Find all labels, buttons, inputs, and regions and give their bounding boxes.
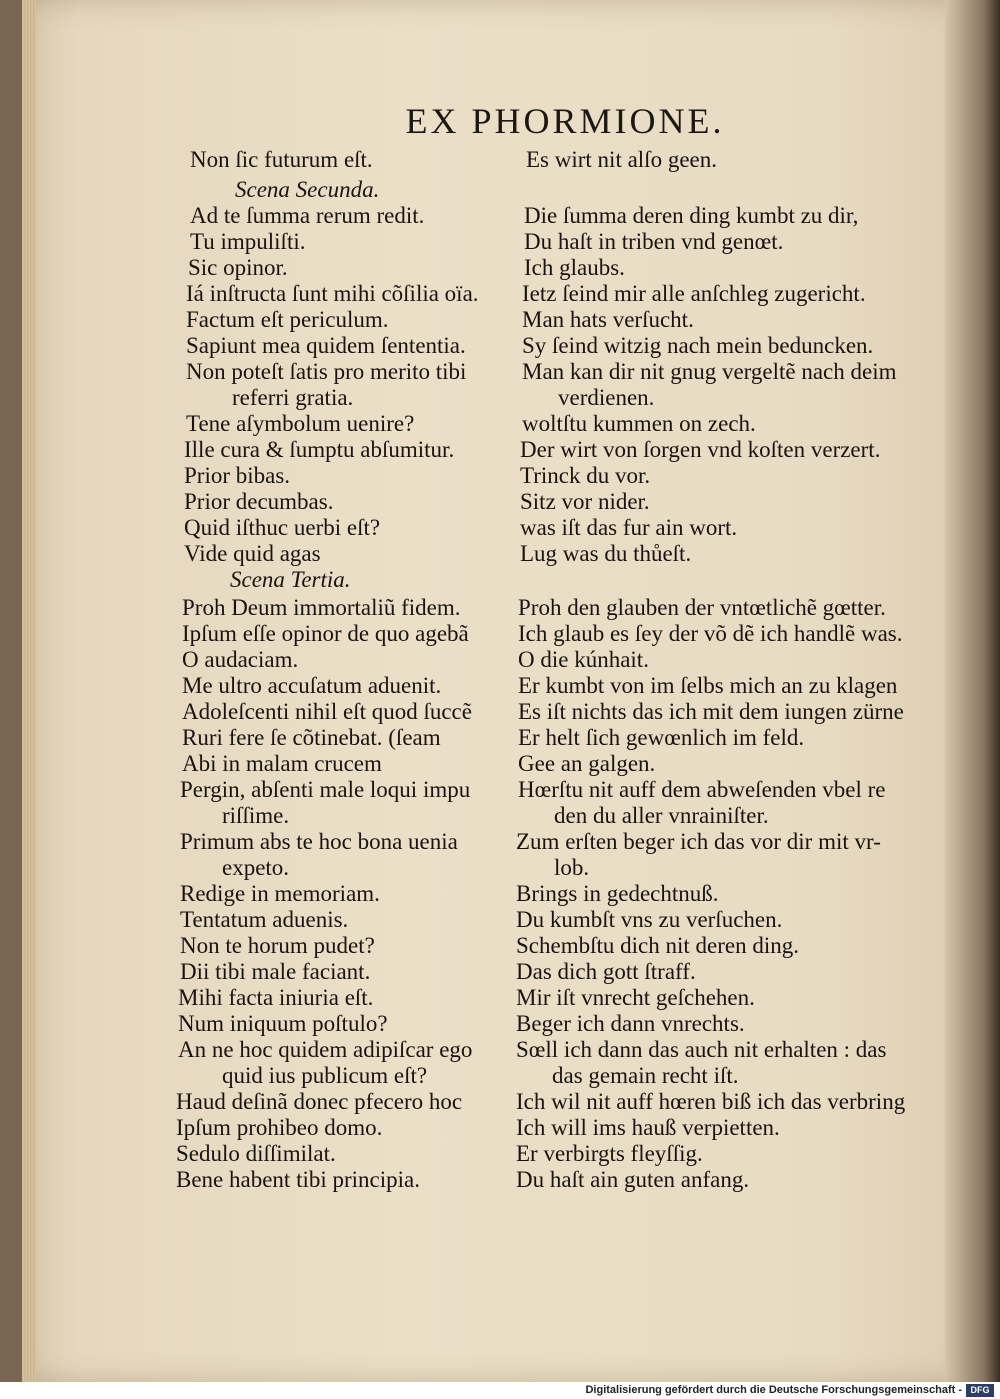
- text-row: [0, 202, 1000, 230]
- german-translation: Ich wil nit auff hœren biß ich das verbring: [516, 1089, 906, 1114]
- latin-phrase: Vide quid agas: [184, 541, 321, 566]
- latin-phrase: Mihi facta iniuria eſt.: [178, 985, 374, 1010]
- german-translation: Man kan dir nit gnug vergeltẽ nach deim: [522, 359, 897, 384]
- latin-phrase: Pergin, abſenti male loqui impu: [180, 777, 471, 802]
- latin-phrase: Ruri fere ſe cõtinebat. (ſeam: [182, 725, 441, 750]
- text-row: [0, 802, 1000, 830]
- text-row: [0, 514, 1000, 542]
- german-translation: Hœrſtu nit auff dem abweſenden vbel re: [518, 777, 886, 802]
- latin-phrase: Non ſic futurum eſt.: [190, 147, 373, 172]
- text-row: [0, 672, 1000, 700]
- text-row: [0, 958, 1000, 986]
- german-translation: Du haſt in triben vnd genœt.: [524, 229, 784, 254]
- text-row: [0, 1088, 1000, 1116]
- german-translation: das gemain recht iſt.: [552, 1063, 739, 1088]
- latin-phrase: riſſime.: [222, 803, 290, 828]
- text-row: [0, 358, 1000, 386]
- german-translation: Du haſt ain guten anfang.: [516, 1167, 750, 1192]
- latin-phrase: Sedulo diſſimilat.: [176, 1141, 336, 1166]
- latin-phrase: Sic opinor.: [188, 255, 288, 280]
- latin-phrase: Quid iſthuc uerbi eſt?: [184, 515, 381, 540]
- german-translation: Ich will ims hauß verpietten.: [516, 1115, 780, 1140]
- latin-phrase: Iá inſtructa ſunt mihi cõſilia oïa.: [186, 281, 479, 306]
- digitization-footer: [0, 1382, 1000, 1399]
- german-translation: den du aller vnrainiſter.: [554, 803, 769, 828]
- german-translation: Es iſt nichts das ich mit dem iungen zürne: [518, 699, 904, 724]
- german-translation: Sy ſeind witzig nach mein beduncken.: [522, 333, 874, 358]
- german-translation: Mir iſt vnrecht geſchehen.: [516, 985, 755, 1010]
- latin-phrase: Scena Tertia.: [230, 567, 351, 592]
- running-header: EX PHORMIONE.: [405, 101, 725, 141]
- text-row: [0, 594, 1000, 622]
- german-translation: Es wirt nit alſo geen.: [526, 147, 717, 172]
- latin-phrase: Me ultro accuſatum aduenit.: [182, 673, 442, 698]
- text-row: [0, 280, 1000, 308]
- german-translation: Er kumbt von im ſelbs mich an zu klagen: [518, 673, 898, 698]
- german-translation: Ich glaub es ſey der võ dẽ ich handlẽ was.: [518, 621, 903, 646]
- latin-phrase: O audaciam.: [182, 647, 299, 672]
- text-row: [0, 750, 1000, 778]
- text-row: [0, 854, 1000, 882]
- latin-phrase: referri gratia.: [232, 385, 354, 410]
- latin-phrase: Bene habent tibi principia.: [176, 1167, 420, 1192]
- german-translation: Lug was du thůeſt.: [520, 541, 692, 566]
- german-translation: Sitz vor nider.: [520, 489, 650, 514]
- dfg-logo: DFG: [966, 1384, 994, 1397]
- text-row: [0, 1036, 1000, 1064]
- text-row: [0, 436, 1000, 464]
- text-row: [0, 410, 1000, 438]
- german-translation: Schembſtu dich nit deren ding.: [516, 933, 799, 958]
- text-row: [0, 984, 1000, 1012]
- german-translation: Er helt ſich gewœnlich im feld.: [518, 725, 805, 750]
- text-row: [0, 620, 1000, 648]
- text-row: [0, 566, 1000, 594]
- german-translation: Das dich gott ſtraff.: [516, 959, 696, 984]
- german-translation: Du kumbſt vns zu verſuchen.: [516, 907, 783, 932]
- latin-phrase: Tu impuliſti.: [190, 229, 306, 254]
- latin-phrase: Redige in memoriam.: [180, 881, 380, 906]
- latin-phrase: Adoleſcenti nihil eſt quod ſuccẽ: [182, 699, 472, 724]
- latin-phrase: An ne hoc quidem adipiſcar ego: [178, 1037, 473, 1062]
- text-row: [0, 384, 1000, 412]
- text-row: [0, 306, 1000, 334]
- text-row: [0, 1166, 1000, 1194]
- german-translation: woltſtu kummen on zech.: [522, 411, 756, 436]
- text-row: [0, 906, 1000, 934]
- latin-phrase: Prior bibas.: [184, 463, 291, 488]
- latin-phrase: Ad te ſumma rerum redit.: [190, 203, 425, 228]
- text-row: [0, 828, 1000, 856]
- german-translation: verdienen.: [558, 385, 655, 410]
- latin-phrase: Tene aſymbolum uenire?: [186, 411, 415, 436]
- german-translation: Zum erſten beger ich das vor dir mit vr-: [516, 829, 881, 854]
- text-row: [0, 462, 1000, 490]
- latin-phrase: Abi in malam crucem: [182, 751, 382, 776]
- latin-phrase: Sapiunt mea quidem ſententia.: [186, 333, 466, 358]
- text-row: [0, 332, 1000, 360]
- text-row: [0, 1010, 1000, 1038]
- german-translation: was iſt das fur ain wort.: [520, 515, 738, 540]
- text-row: [0, 540, 1000, 568]
- latin-phrase: Prior decumbas.: [184, 489, 334, 514]
- text-row: [0, 1114, 1000, 1142]
- latin-phrase: Scena Secunda.: [235, 177, 380, 202]
- text-row: [0, 488, 1000, 516]
- text-row: [0, 724, 1000, 752]
- german-translation: Die ſumma deren ding kumbt zu dir,: [524, 203, 859, 228]
- german-translation: Proh den glauben der vntœtlichẽ gœtter.: [518, 595, 886, 620]
- german-translation: Trinck du vor.: [520, 463, 651, 488]
- german-translation: Ich glaubs.: [524, 255, 625, 280]
- text-row: [0, 1140, 1000, 1168]
- text-row: [0, 146, 1000, 174]
- german-translation: Gee an galgen.: [518, 751, 656, 776]
- latin-phrase: expeto.: [222, 855, 290, 880]
- funding-credit: Digitalisierung gefördert durch die Deutsche Forschungsgemeinschaft -: [585, 1384, 962, 1396]
- latin-phrase: Primum abs te hoc bona uenia: [180, 829, 458, 854]
- latin-phrase: quid ius publicum eſt?: [222, 1063, 428, 1088]
- text-row: [0, 932, 1000, 960]
- german-translation: Der wirt von ſorgen vnd koſten verzert.: [520, 437, 881, 462]
- german-translation: lob.: [554, 855, 590, 880]
- latin-phrase: Proh Deum immortaliũ fidem.: [182, 595, 461, 620]
- german-translation: Ietz ſeind mir alle anſchleg zugericht.: [522, 281, 866, 306]
- latin-phrase: Factum eſt periculum.: [186, 307, 389, 332]
- text-row: [0, 1062, 1000, 1090]
- latin-phrase: Dii tibi male faciant.: [180, 959, 371, 984]
- text-row: [0, 698, 1000, 726]
- text-row: [0, 254, 1000, 282]
- latin-phrase: Num iniquum poſtulo?: [178, 1011, 388, 1036]
- text-row: [0, 776, 1000, 804]
- german-translation: Man hats verſucht.: [522, 307, 694, 332]
- latin-phrase: Ipſum eſſe opinor de quo agebã: [182, 621, 469, 646]
- german-translation: Beger ich dann vnrechts.: [516, 1011, 745, 1036]
- latin-phrase: Non poteſt ſatis pro merito tibi: [186, 359, 467, 384]
- german-translation: O die kúnhait.: [518, 647, 649, 672]
- text-row: [0, 176, 1000, 204]
- german-translation: Brings in gedechtnuß.: [516, 881, 719, 906]
- latin-phrase: Ipſum prohibeo domo.: [176, 1115, 383, 1140]
- text-row: [0, 228, 1000, 256]
- latin-phrase: Haud deſinã donec pfecero hoc: [176, 1089, 463, 1114]
- text-row: [0, 880, 1000, 908]
- latin-phrase: Ille cura & ſumptu abſumitur.: [184, 437, 455, 462]
- german-translation: Er verbirgts fleyſſig.: [516, 1141, 703, 1166]
- latin-phrase: Tentatum aduenis.: [180, 907, 349, 932]
- german-translation: Sœll ich dann das auch nit erhalten : das: [516, 1037, 887, 1062]
- latin-phrase: Non te horum pudet?: [180, 933, 375, 958]
- text-row: [0, 646, 1000, 674]
